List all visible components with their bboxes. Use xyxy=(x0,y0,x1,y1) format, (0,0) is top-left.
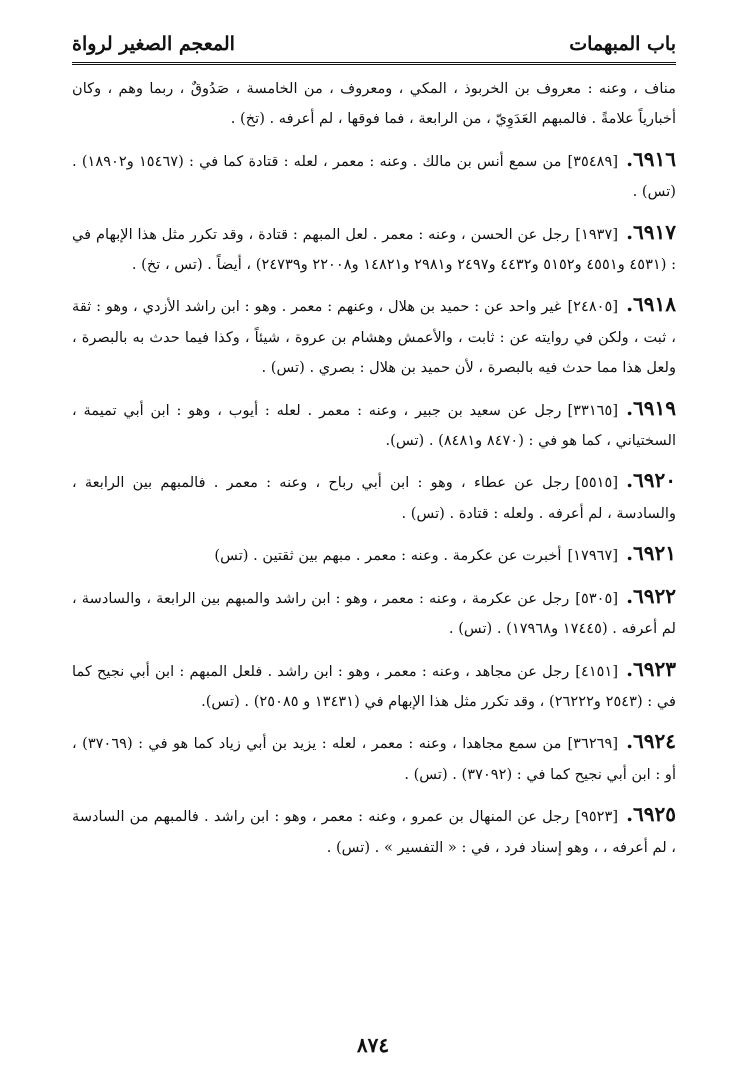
chapter-title: باب المبهمات xyxy=(569,33,676,55)
entry-reference: [٣٣١٦٥] xyxy=(567,401,619,419)
entry-number: ٦٩١٨. xyxy=(626,292,676,317)
header-divider xyxy=(72,62,676,65)
entry-reference: [٩٥٢٣] xyxy=(575,808,619,826)
entry-text: رجل عن الحسن ، وعنه : معمر . لعل المبهم : قتادة ، وقد تكرر مثل هذا الإبهام في : (٤٥٣١ و٤٥٥١ و٥١٥٢ و٤٤٣٢ و٢٤٩٧ و٢٩٨١ و١٤٨٢١ و٢٢٠٠٨ و٢٤٧٣٩) ، أيضاً . (تس ، تخ) . xyxy=(72,225,676,274)
entry-text: رجل عن عطاء ، وهو : ابن أبي رباح ، وعنه : معمر . فالمبهم بين الرابعة ، والسادسة ، لم أعرفه . ولعله : قتادة . (تس) . xyxy=(72,474,676,522)
entry-number: ٦٩١٩. xyxy=(626,395,676,420)
entry-reference: [١٩٣٧] xyxy=(575,225,619,243)
entry-number: ٦٩٢١. xyxy=(626,541,676,566)
entry-number: ٦٩٢٢. xyxy=(626,583,676,608)
entry-reference: [١٧٩٦٧] xyxy=(567,547,619,565)
entry-number: ٦٩١٧. xyxy=(626,219,676,244)
page-body xyxy=(72,74,676,872)
entry-text: رجل عن سعيد بن جبير ، وعنه : معمر . لعله : أيوب ، وهو : ابن أبي تميمة ، السختياني ، كما هو في : (٨٤٧٠ و٨٤٨١) . (تس). xyxy=(72,401,676,450)
entry-text: من سمع مجاهدا ، وعنه : معمر ، لعله : يزيد بن أبي زياد كما هو في : (٣٧٠٦٩) ، أو : ابن أبي نجيح كما في : (٣٧٠٩٢) . (تس) . xyxy=(72,735,676,783)
entry-6918 xyxy=(72,289,676,383)
entry-6916 xyxy=(72,144,676,208)
entry-text: رجل عن عكرمة ، وعنه : معمر ، وهو : ابن راشد والمبهم بين الرابعة ، والسادسة ، لم أعرفه . (١٧٤٤٥ و١٧٩٦٨) . (تس) . xyxy=(72,589,676,638)
entry-reference: [٥٣٠٥] xyxy=(575,589,619,607)
page-number: ٨٧٤ xyxy=(356,1033,390,1057)
entry-text: رجل عن المنهال بن عمرو ، وعنه : معمر ، وهو : ابن راشد . فالمبهم من السادسة ، لم أعرفه ، ، وهو إسناد فرد ، في : « التفسير » . (تس) . xyxy=(72,808,676,856)
entry-6919 xyxy=(72,393,676,457)
entry-number: ٦٩٢٥. xyxy=(626,802,676,827)
entry-reference: [٥٥١٥] xyxy=(575,474,619,492)
entry-6924 xyxy=(72,726,676,790)
entry-6920 xyxy=(72,465,676,529)
entry-number: ٦٩٢٤. xyxy=(626,729,677,754)
entry-number: ٦٩١٦. xyxy=(626,146,676,171)
entry-6917 xyxy=(72,217,676,281)
entry-6921 xyxy=(72,538,676,571)
book-title: المعجم الصغير لرواة xyxy=(72,33,235,55)
entry-6922 xyxy=(72,581,676,645)
entry-text: أخبرت عن عكرمة . وعنه : معمر . مبهم بين ثقتين . (تس) xyxy=(214,547,562,565)
entry-reference: [٤١٥١] xyxy=(575,662,619,680)
continuation-paragraph: مناف ، وعنه : معروف بن الخربوذ ، المكي ، ومعروف ، من الخامسة ، صَدُوقٌ ، ربما وهم ، وكان أخبارياً علامةً . فالمبهم العَدَوِيّ ، من الرابعة ، فما فوقها ، لم أعرفه . (تخ) . xyxy=(72,80,676,128)
entry-text: رجل عن مجاهد ، وعنه : معمر ، وهو : ابن راشد . فلعل المبهم : ابن أبي نجيح كما في : (٢٥٤٣ و٢٦٢٢٢) ، وقد تكرر مثل هذا الإبهام في (١٣٤٣١ و ٢٥٠٨٥) . (تس). xyxy=(72,662,676,710)
entry-reference: [٣٦٢٦٩] xyxy=(567,735,619,753)
entry-number: ٦٩٢٣. xyxy=(626,656,676,681)
entry-number: ٦٩٢٠. xyxy=(626,468,676,493)
entry-6923 xyxy=(72,654,676,718)
entry-text: من سمع أنس بن مالك . وعنه : معمر ، لعله : قتادة كما في : (١٥٤٦٧ و١٨٩٠٢) . (تس) . xyxy=(72,152,676,201)
running-header xyxy=(72,26,676,62)
entry-text: غير واحد عن : حميد بن هلال ، وعنهم : معمر . وهو : ابن راشد الأزدي ، وهو : ثقة ، ثبت ، ولكن في روايته عن : ثابت ، والأعمش وهشام بن عروة ، شيئاً ، وكذا فيما حدث به بالبصرة ، ولعل هذا مما حدث فيه بالبصرة ، لأن حميد بن هلال : بصري . (تس) . xyxy=(72,298,676,377)
entry-6925 xyxy=(72,799,676,863)
entry-reference: [٣٥٤٨٩] xyxy=(567,152,619,170)
entry-reference: [٢٤٨٠٥] xyxy=(567,298,619,316)
